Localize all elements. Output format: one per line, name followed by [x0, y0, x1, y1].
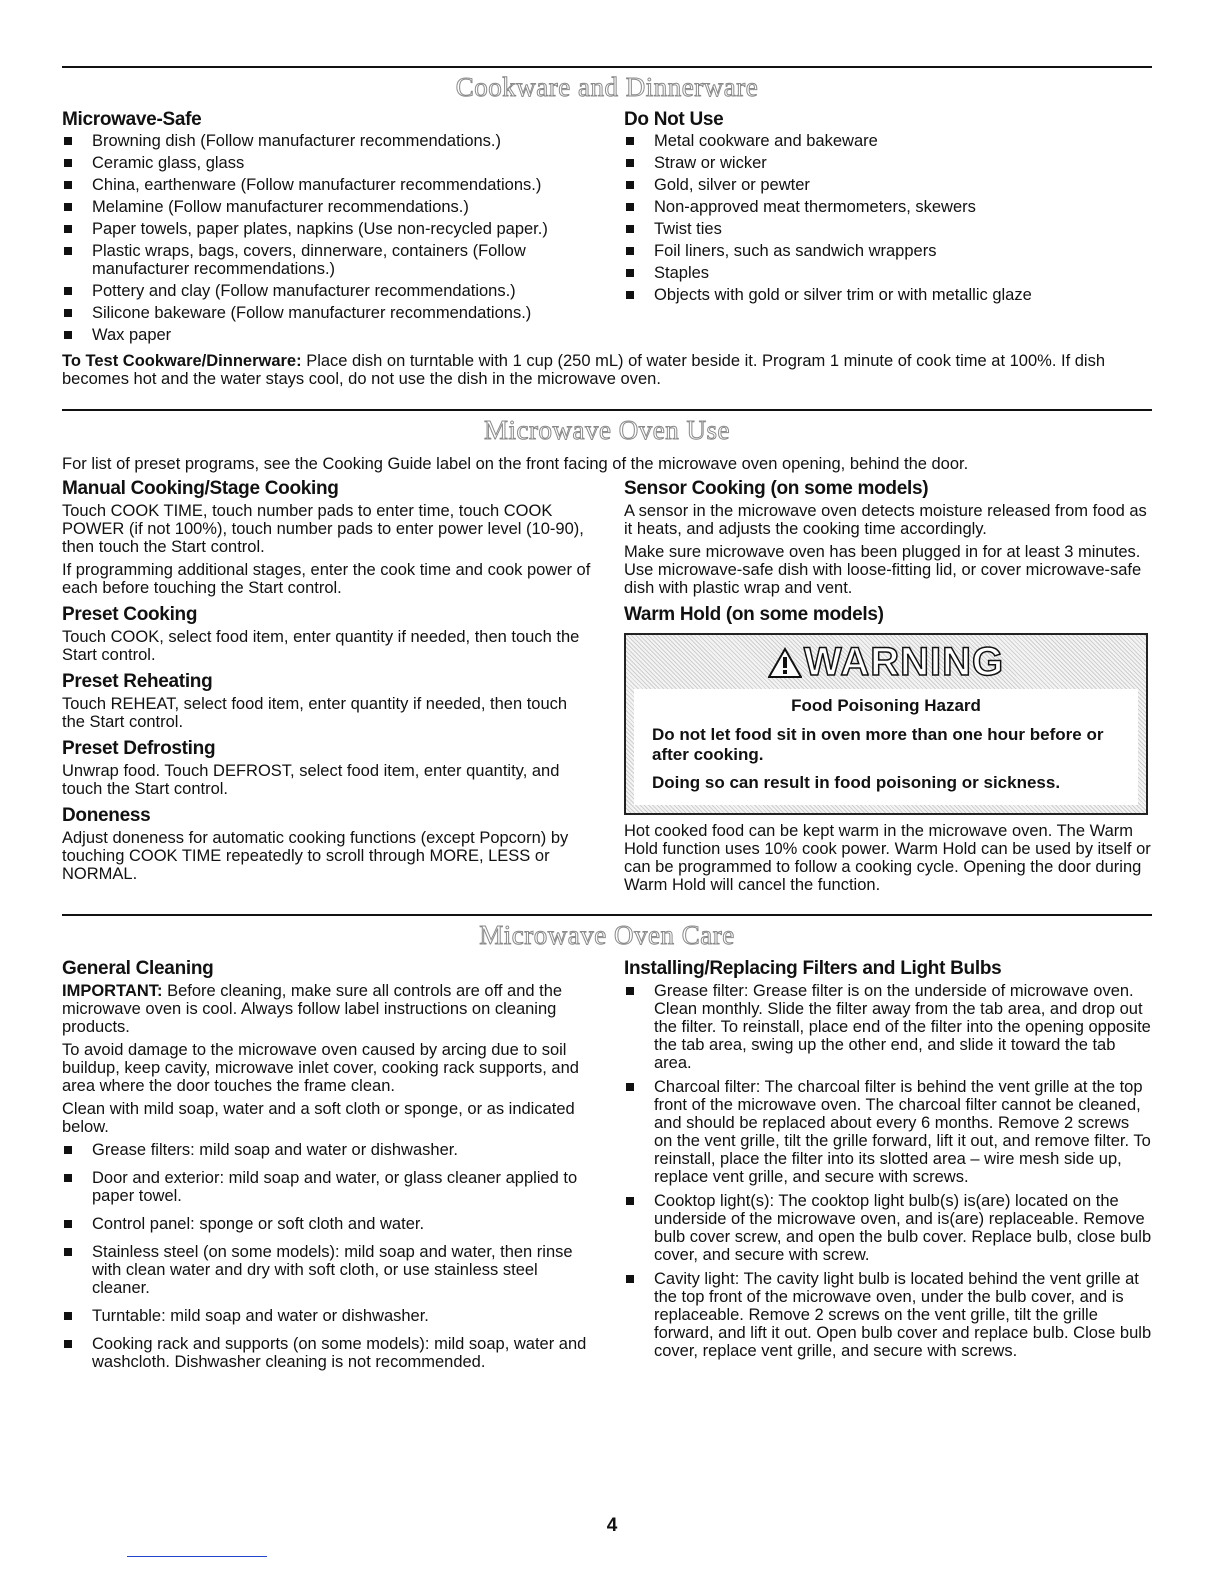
manual-cooking-text-2: If programming additional stages, enter the cook time and cook power of each before touching the Start control.	[62, 561, 591, 597]
general-cleaning-text-2: To avoid damage to the microwave oven caused by arcing due to soil buildup, keep cavity, microwave inlet cover, cooking rack supports, and area where the door touches the frame clean.	[62, 1041, 579, 1095]
sensor-cooking-text-1: A sensor in the microwave oven detects moisture released from food as it heats, and adjusts the cooking time accordingly.	[624, 502, 1147, 538]
list-item: Gold, silver or pewter	[624, 176, 1152, 194]
list-item: China, earthenware (Follow manufacturer recommendations.)	[62, 176, 607, 194]
list-item: Plastic wraps, bags, covers, dinnerware, containers (Follow manufacturer recommendations.)	[62, 242, 607, 278]
important-text: Before cleaning, make sure all controls are off and the microwave oven is cool. Always follow label instructions on cleaning products.	[62, 982, 563, 1036]
manual-cooking-text-1: Touch COOK TIME, touch number pads to enter time, touch COOK POWER (if not 100%), touch number pads to enter power level (10-90), then touch the Start control.	[62, 502, 584, 556]
list-item: Staples	[624, 264, 1152, 282]
installing-list	[624, 982, 1152, 1360]
list-item: Grease filters: mild soap and water or dishwasher.	[62, 1141, 592, 1159]
list-item: Silicone bakeware (Follow manufacturer recommendations.)	[62, 304, 607, 322]
list-item: Cavity light: The cavity light bulb is located behind the vent grille at the top front of the microwave oven, under the bulb cover, and is replaceable. Remove 2 screws on the vent grille, tilt the grille forward, and lift it out. Open bulb cover and replace bulb. Close bulb cover, replace vent grille, and secure with screws.	[624, 1270, 1152, 1360]
warning-body	[634, 689, 1138, 805]
warning-banner-text: WARNING	[803, 640, 1005, 684]
doneness-text: Adjust doneness for automatic cooking functions (except Popcorn) by touching COOK TIME repeatedly to scroll through MORE, LESS or NORMAL.	[62, 829, 569, 883]
installing-heading: Installing/Replacing Filters and Light Bulbs	[624, 958, 1002, 979]
warning-triangle-icon	[768, 643, 802, 689]
sensor-cooking-heading: Sensor Cooking (on some models)	[624, 478, 929, 499]
warning-box	[624, 633, 1148, 815]
list-item: Ceramic glass, glass	[62, 154, 607, 172]
use-right-column	[624, 478, 1152, 626]
list-item: Charcoal filter: The charcoal filter is behind the vent grille at the top front of the microwave oven. The charcoal filter cannot be cleaned, and should be replaced about every 6 months. Remove 2 screws on the vent grille, tilt the grille forward, lift it out, and remove filter. To reinstall, place the filter into its slotted area – wire mesh side up, replace vent grille, and secure with screws.	[624, 1078, 1152, 1186]
section-title-care: Microwave Oven Care	[479, 920, 735, 950]
list-item: Wax paper	[62, 326, 607, 344]
preset-cooking-heading: Preset Cooking	[62, 604, 198, 625]
care-right-column	[624, 958, 1152, 1360]
do-not-use-heading: Do Not Use	[624, 109, 724, 130]
section-title-use: Microwave Oven Use	[484, 415, 730, 445]
section-rule-cookware	[62, 66, 1152, 68]
list-item: Objects with gold or silver trim or with metallic glaze	[624, 286, 1152, 304]
preset-defrosting-heading: Preset Defrosting	[62, 738, 216, 759]
footer-line	[127, 1556, 267, 1557]
list-item: Twist ties	[624, 220, 1152, 238]
preset-cooking-text: Touch COOK, select food item, enter quantity if needed, then touch the Start control.	[62, 628, 580, 664]
list-item: Browning dish (Follow manufacturer recommendations.)	[62, 132, 607, 150]
list-item: Non-approved meat thermometers, skewers	[624, 198, 1152, 216]
list-item: Pottery and clay (Follow manufacturer recommendations.)	[62, 282, 607, 300]
do-not-use-column	[624, 109, 1152, 308]
list-item: Cooktop light(s): The cooktop light bulb(s) is(are) located on the underside of the microwave oven, and is(are) replaceable. Remove bulb cover screw, and open the bulb cover. Replace bulb, close bulb cover, and secure with screw.	[624, 1192, 1152, 1264]
section-rule-care	[62, 914, 1152, 916]
warning-banner	[626, 639, 1146, 689]
warning-line-1: Do not let food sit in oven more than one hour before or after cooking.	[652, 725, 1104, 764]
list-item: Door and exterior: mild soap and water, or glass cleaner applied to paper towel.	[62, 1169, 592, 1205]
list-item: Melamine (Follow manufacturer recommendations.)	[62, 198, 607, 216]
do-not-use-list	[624, 132, 1152, 304]
warning-hazard: Food Poisoning Hazard	[791, 696, 981, 715]
care-left-column	[62, 958, 592, 1381]
microwave-safe-column	[62, 109, 607, 348]
list-item: Metal cookware and bakeware	[624, 132, 1152, 150]
section-rule-use	[62, 409, 1152, 411]
preset-reheating-text: Touch REHEAT, select food item, enter quantity if needed, then touch the Start control.	[62, 695, 568, 731]
page-number: 4	[606, 1515, 618, 1536]
manual-cooking-heading: Manual Cooking/Stage Cooking	[62, 478, 339, 499]
use-intro: For list of preset programs, see the Cooking Guide label on the front facing of the microwave oven opening, behind the door.	[62, 455, 969, 473]
important-note	[62, 982, 592, 1036]
list-item: Stainless steel (on some models): mild soap and water, then rinse with clean water and dry with soft cloth, or use stainless steel cleaner.	[62, 1243, 592, 1297]
list-item: Cooking rack and supports (on some models): mild soap, water and washcloth. Dishwasher cleaning is not recommended.	[62, 1335, 592, 1371]
preset-defrosting-text: Unwrap food. Touch DEFROST, select food item, enter quantity, and touch the Start control.	[62, 762, 560, 798]
preset-reheating-heading: Preset Reheating	[62, 671, 213, 692]
test-cookware-label: To Test Cookware/Dinnerware:	[62, 352, 302, 370]
warning-line-2: Doing so can result in food poisoning or sickness.	[652, 773, 1061, 792]
list-item: Control panel: sponge or soft cloth and water.	[62, 1215, 592, 1233]
general-cleaning-list	[62, 1141, 592, 1371]
list-item: Foil liners, such as sandwich wrappers	[624, 242, 1152, 260]
test-cookware-note	[62, 352, 1152, 388]
doneness-heading: Doneness	[62, 805, 151, 826]
list-item: Paper towels, paper plates, napkins (Use non-recycled paper.)	[62, 220, 607, 238]
microwave-safe-heading: Microwave-Safe	[62, 109, 202, 130]
list-item: Grease filter: Grease filter is on the underside of microwave oven. Clean monthly. Slide the filter away from the tab area, and drop out the filter. To reinstall, place end of the filter into the opening opposite the tab area, swing up the other end, and slide it toward the tab area.	[624, 982, 1152, 1072]
test-cookware-text: Place dish on turntable with 1 cup (250 mL) of water beside it. Program 1 minute of cook time at 100%. If dish becomes hot and the water stays cool, do not use the dish in the microwave oven.	[62, 352, 1106, 388]
use-left-column	[62, 478, 592, 883]
sensor-cooking-text-2: Make sure microwave oven has been plugged in for at least 3 minutes. Use microwave-safe dish with loose-fitting lid, or cover microwave-safe dish with plastic wrap and vent.	[624, 543, 1142, 597]
list-item: Turntable: mild soap and water or dishwasher.	[62, 1307, 592, 1325]
general-cleaning-text-3: Clean with mild soap, water and a soft cloth or sponge, or as indicated below.	[62, 1100, 575, 1136]
microwave-safe-list	[62, 132, 607, 344]
important-label: IMPORTANT:	[62, 982, 163, 1000]
general-cleaning-heading: General Cleaning	[62, 958, 214, 979]
list-item: Straw or wicker	[624, 154, 1152, 172]
warm-hold-text: Hot cooked food can be kept warm in the microwave oven. The Warm Hold function uses 10% cook power. Warm Hold can be used by itself or can be programmed to follow a cooking cycle. Opening the door during Warm Hold will cancel the function.	[624, 822, 1151, 894]
warm-hold-heading: Warm Hold (on some models)	[624, 604, 884, 625]
section-title-cookware: Cookware and Dinnerware	[455, 72, 759, 102]
